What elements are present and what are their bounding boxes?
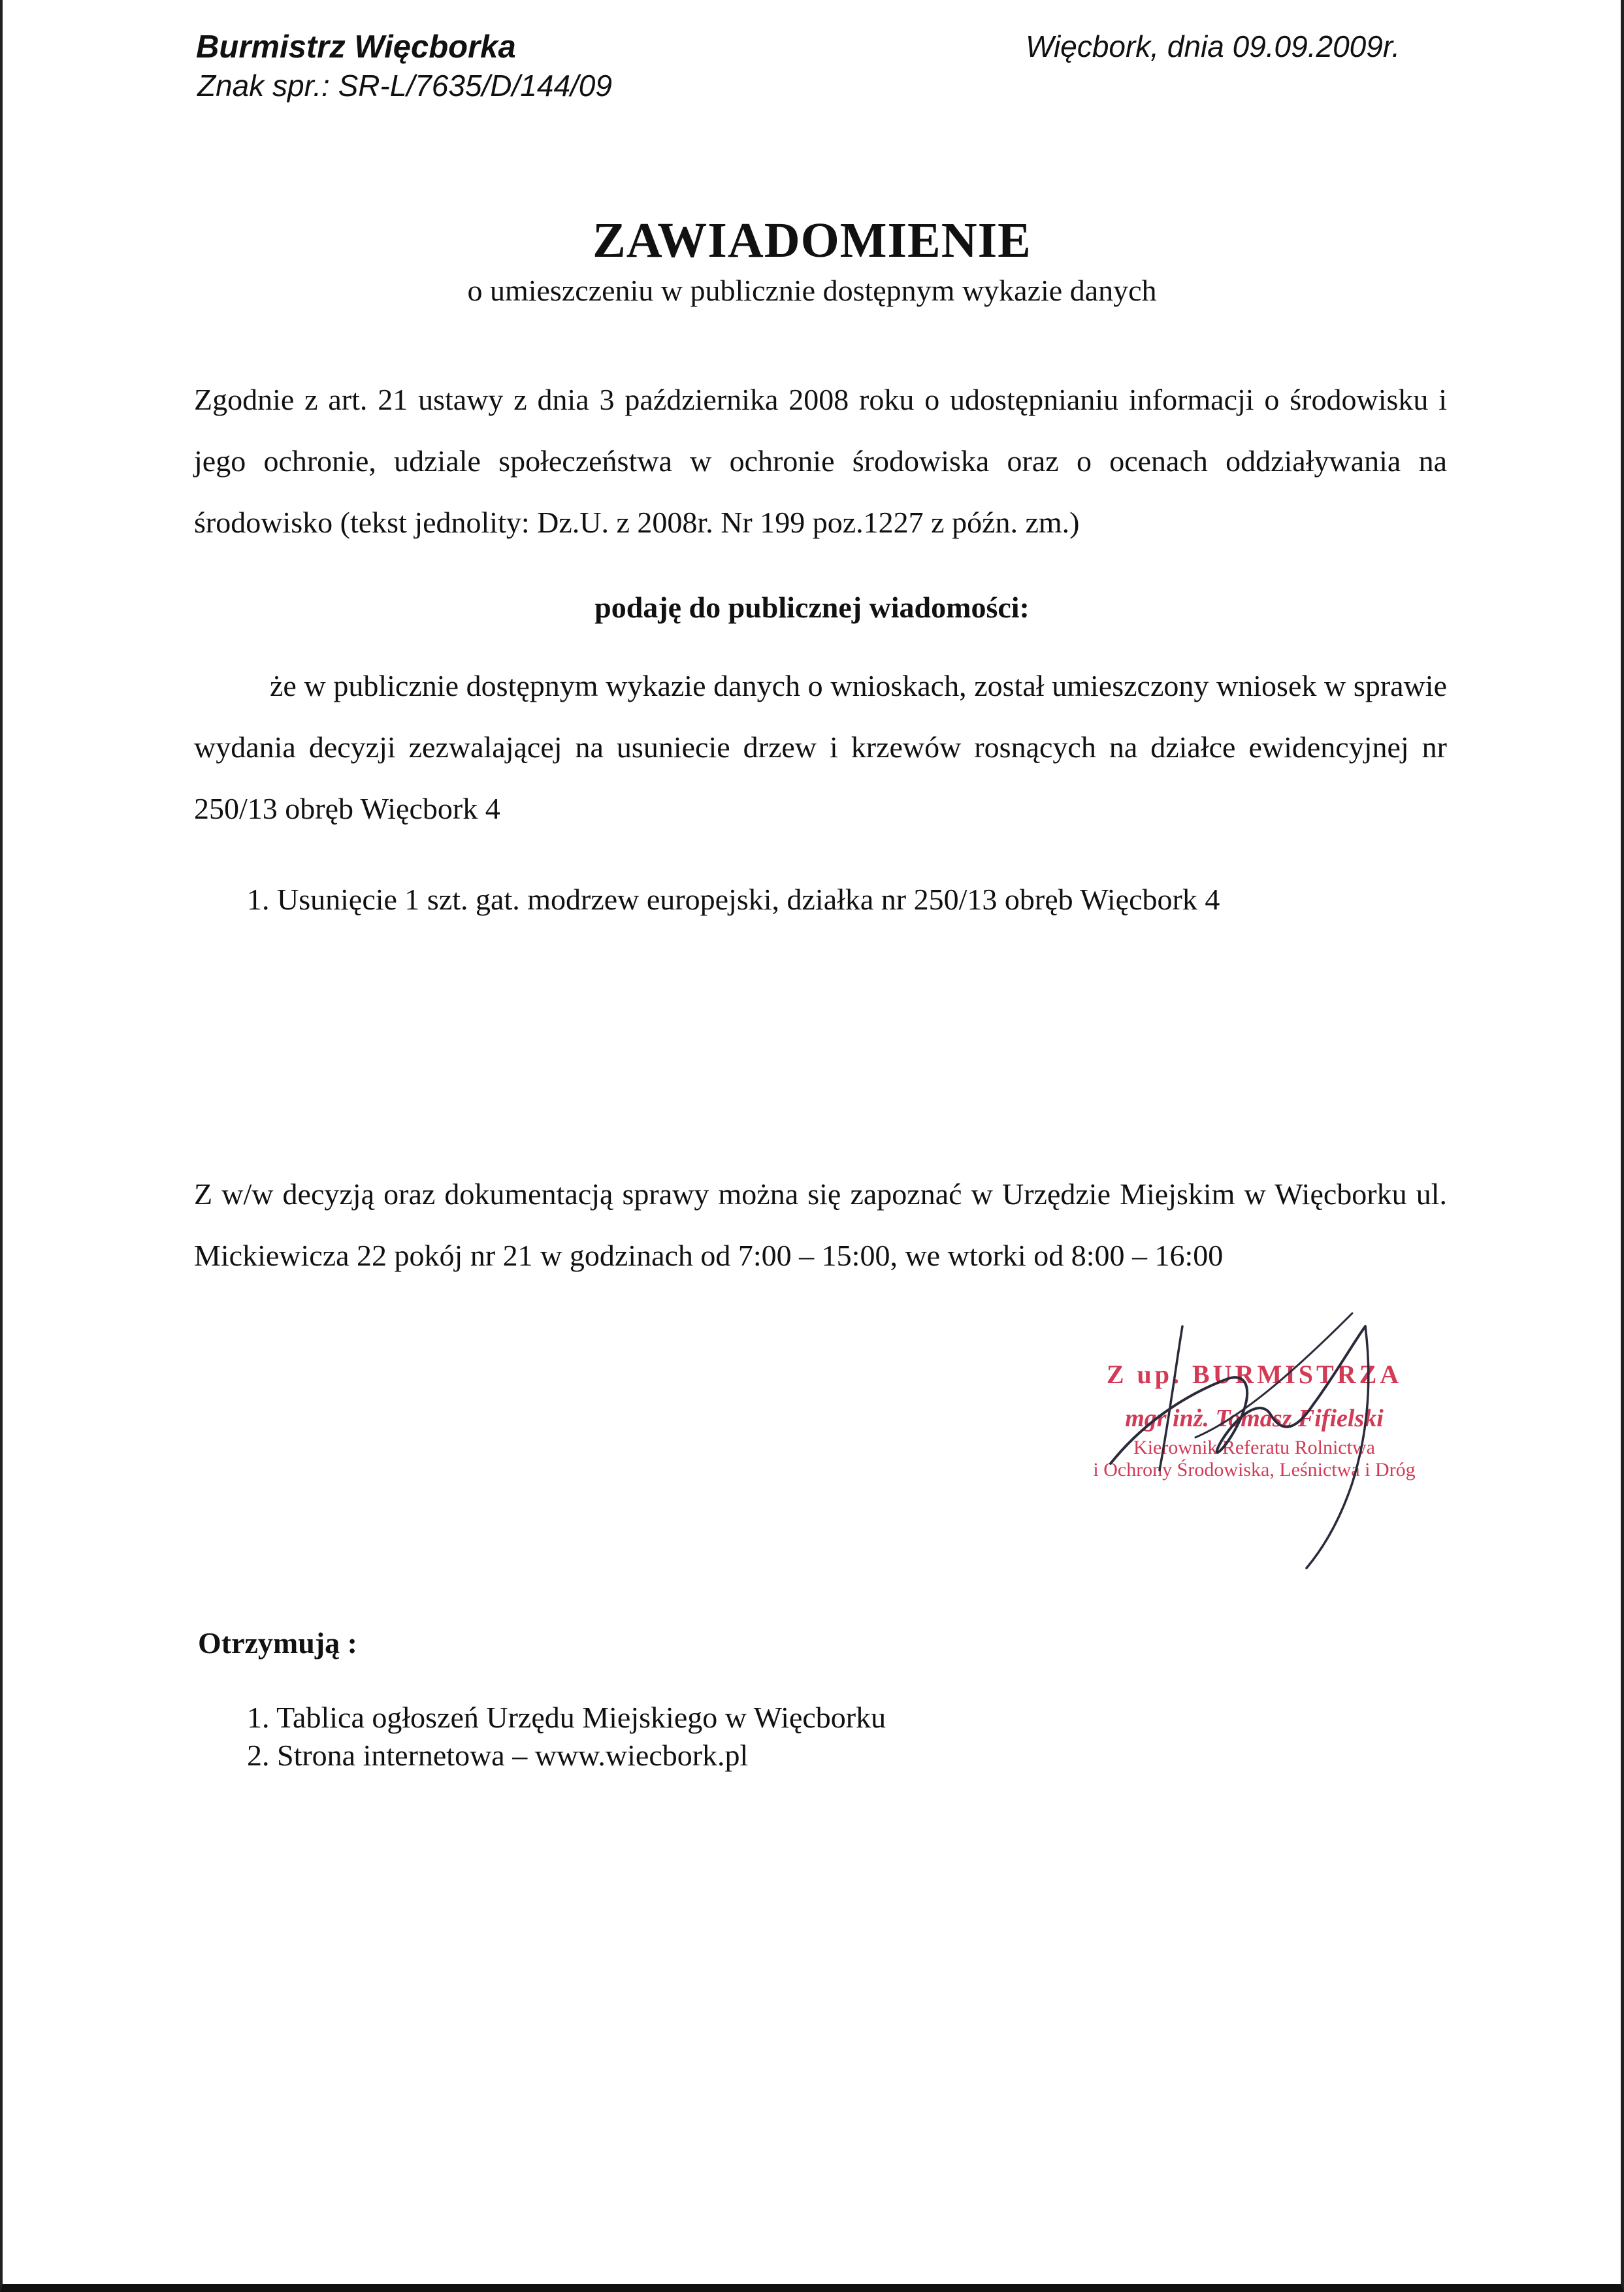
announcement-heading: podaję do publicznej wiadomości: — [594, 591, 1030, 624]
list-item: 1. Usunięcie 1 szt. gat. modrzew europejski, działka nr 250/13 obręb Więcbork 4 — [247, 883, 1220, 916]
stamp-department-line: i Ochrony Środowiska, Leśnictwa i Dróg — [1093, 1459, 1416, 1481]
document-title: ZAWIADOMIENIE — [593, 213, 1031, 268]
list-item: 2. Strona internetowa – www.wiecbork.pl — [247, 1739, 749, 1772]
case-reference: Znak spr.: SR-L/7635/D/144/09 — [197, 69, 612, 103]
recipients-list — [247, 1699, 886, 1775]
stamp-authority-line: Z up. BURMISTRZA — [1106, 1360, 1403, 1389]
list-item: 1. Tablica ogłoszeń Urzędu Miejskiego w Więcborku — [247, 1701, 886, 1734]
place-and-date: Więcbork, dnia 09.09.2009r. — [1026, 29, 1401, 63]
recipients-heading: Otrzymują : — [198, 1626, 357, 1660]
handwritten-signature — [1097, 1300, 1437, 1575]
stamp-official-name: mgr inż. Tomasz Fifielski — [1125, 1405, 1384, 1432]
document-subtitle: o umieszczeniu w publicznie dostępnym wykazie danych — [467, 274, 1157, 307]
legal-basis-paragraph: Zgodnie z art. 21 ustawy z dnia 3 października 2008 roku o udostępnianiu informacji o środowisku i jego ochronie, udziale społeczeństwa w ochronie środowiska oraz o ocenach oddziaływania na środowisko (tekst jednolity: Dz.U. z 2008r. Nr 199 poz.1227 z późn. zm.) — [194, 383, 1447, 539]
application-paragraph: że w publicznie dostępnym wykazie danych o wnioskach, został umieszczony wniosek w sprawie wydania decyzji zezwalającej na usuniecie drzew i krzewów rosnących na działce ewidencyjnej nr 250/13 obręb Więcbork 4 — [194, 669, 1447, 825]
stamp-position-line: Kierownik Referatu Rolnictwa — [1133, 1437, 1375, 1458]
access-info-paragraph: Z w/w decyzją oraz dokumentacją sprawy można się zapoznać w Urzędzie Miejskim w Więcborku ul. Mickiewicza 22 pokój nr 21 w godzinach od 7:00 – 15:00, we wtorki od 8:00 – 16:00 — [194, 1177, 1447, 1272]
issuing-authority: Burmistrz Więcborka — [196, 29, 516, 65]
